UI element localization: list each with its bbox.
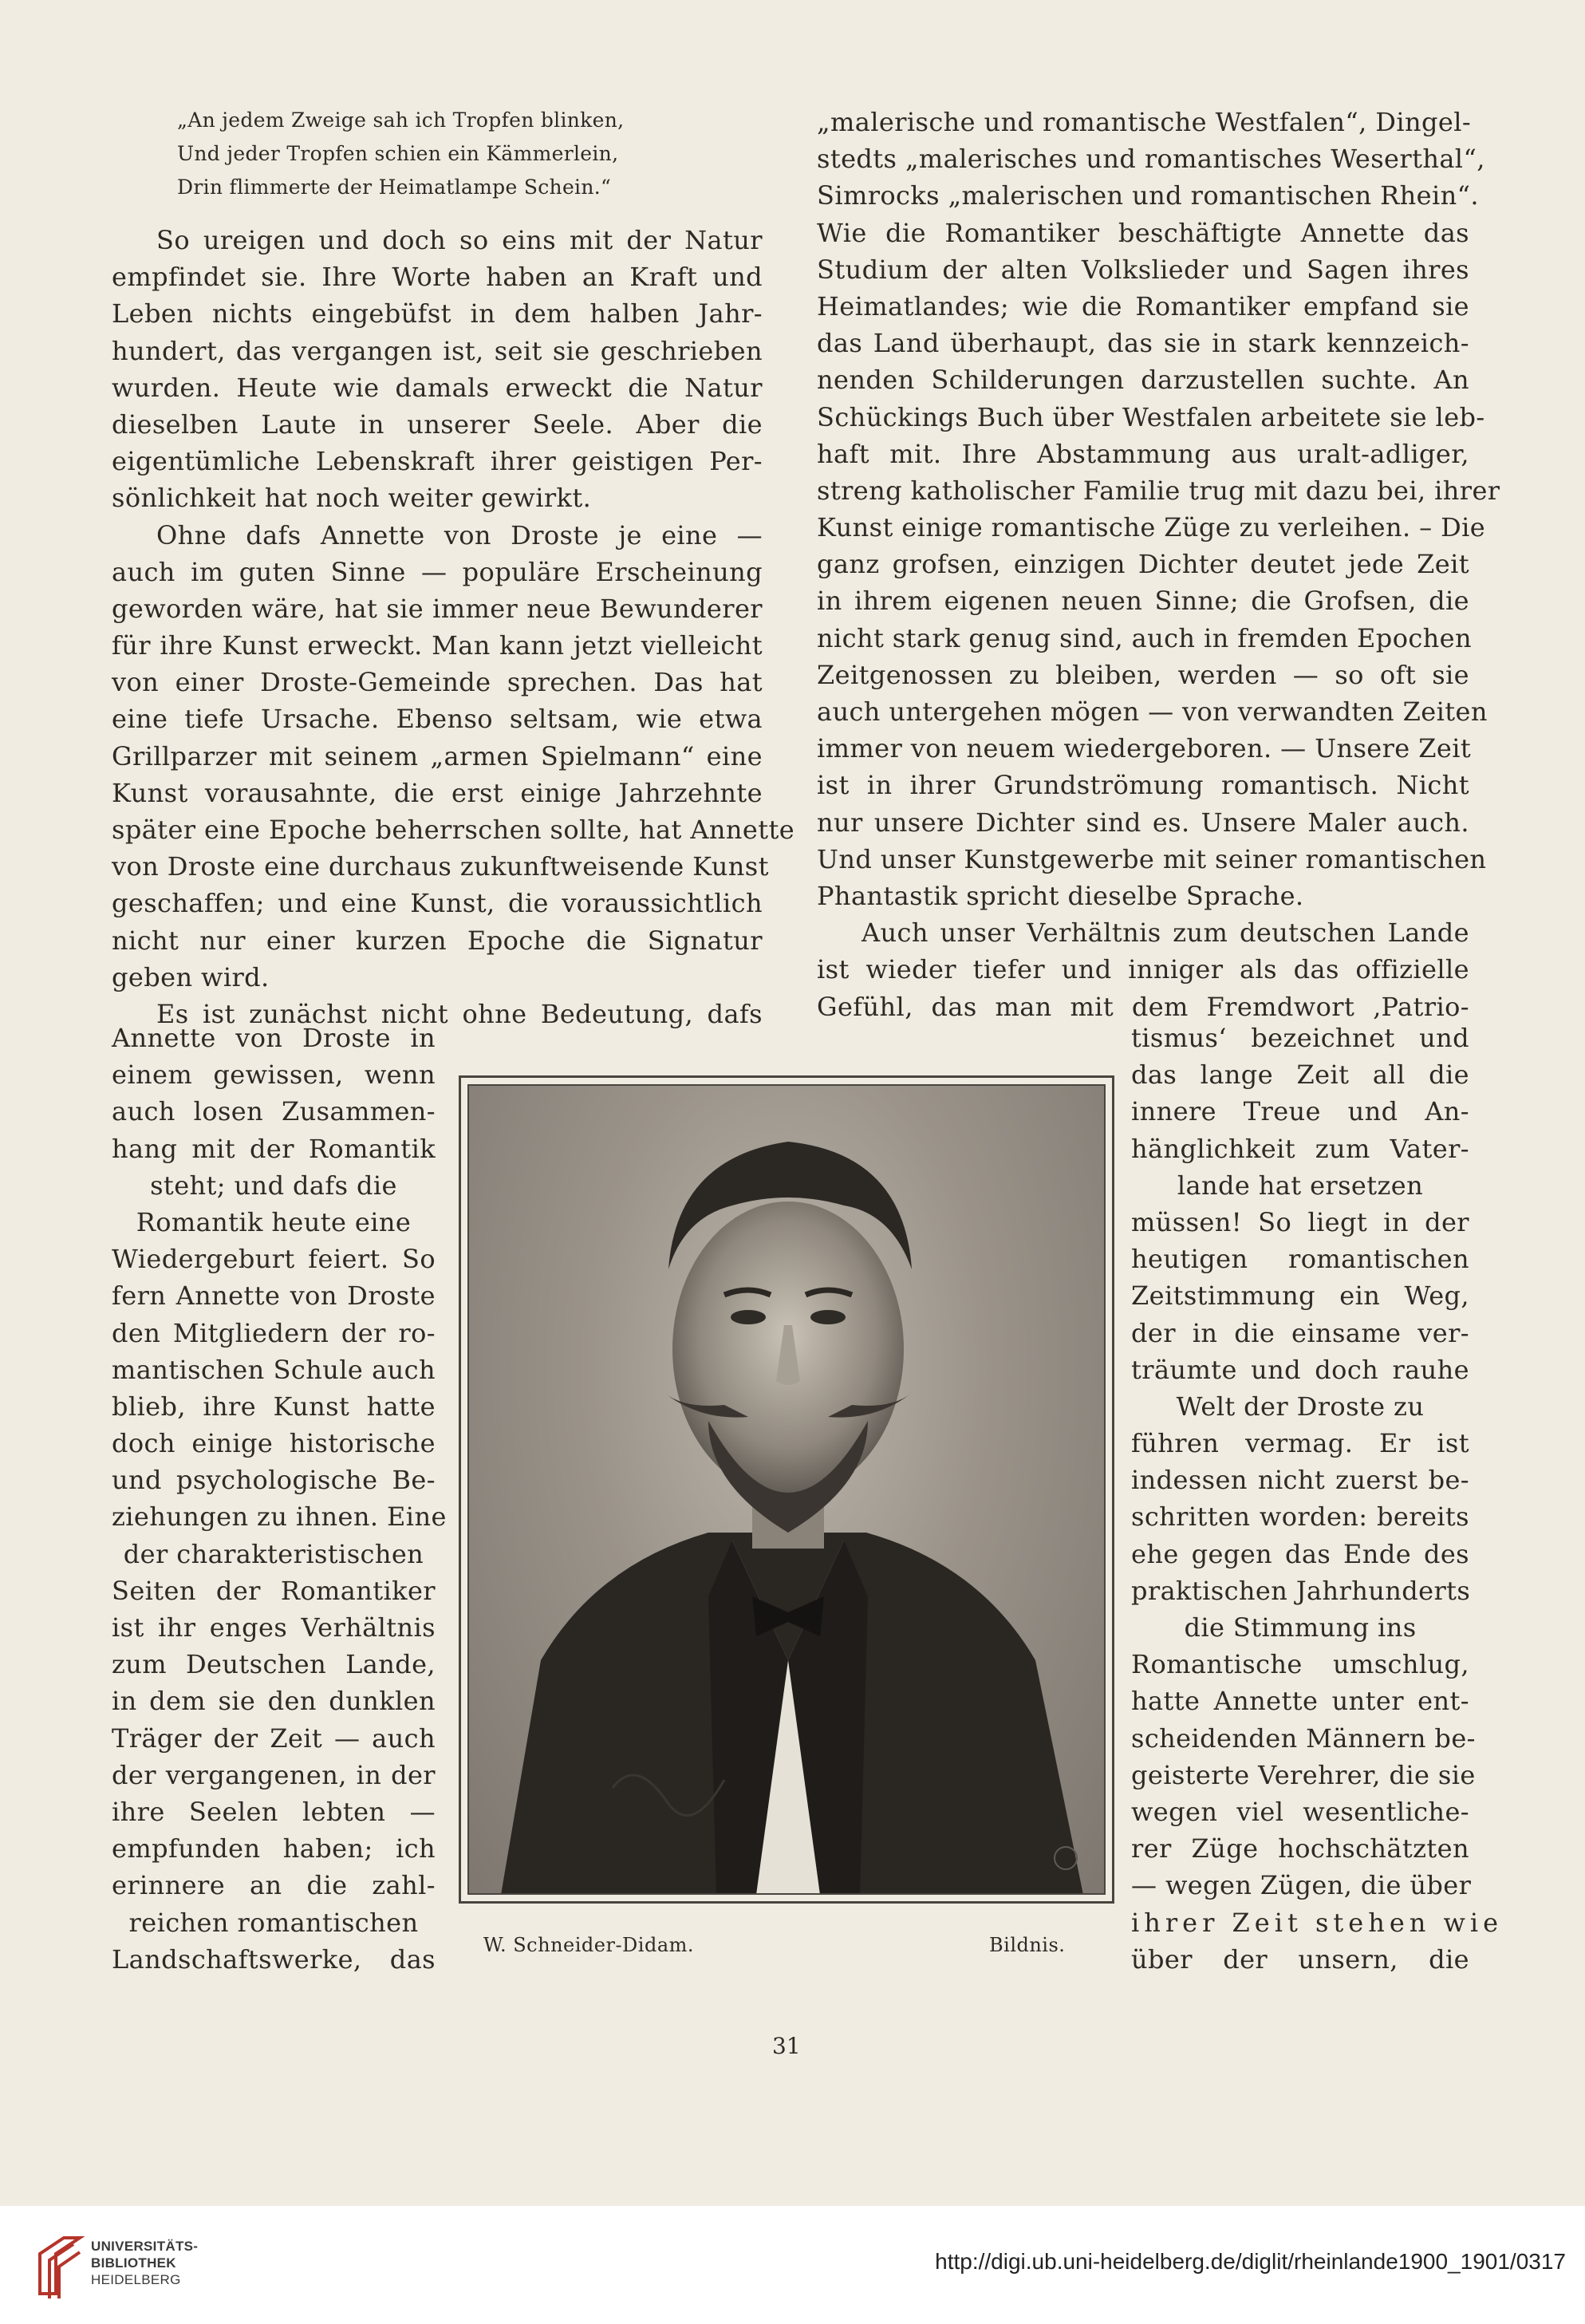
text-line: das lange Zeit all die — [1131, 1059, 1469, 1091]
text-line: — wegen Zügen, die über — [1131, 1870, 1472, 1901]
text-line: rer Züge hochschätzten — [1131, 1833, 1469, 1864]
text-line: auch im guten Sinne — populäre Erscheinung — [112, 556, 763, 587]
text-line: Wiedergeburt feiert. So — [112, 1244, 436, 1275]
text-line: Studium der alten Volkslieder und Sagen ihres — [817, 254, 1469, 285]
text-line: erinnere an die zahl- — [112, 1870, 436, 1901]
text-line: schritten worden: bereits — [1131, 1501, 1469, 1533]
text-line: fern Annette von Droste — [112, 1280, 436, 1312]
text-line: Kunst vorausahnte, die erst einige Jahrzehnte — [112, 777, 763, 808]
poem-line: Und jeder Tropfen schien ein Kämmerlein, — [177, 142, 619, 165]
text-line: der in die einsame ver- — [1131, 1317, 1469, 1348]
text-line: Phantastik spricht dieselbe Sprache. — [817, 880, 1304, 911]
text-line: und psychologische Be- — [112, 1465, 436, 1496]
text-line: wegen viel wesentliche- — [1131, 1796, 1469, 1827]
text-line: mantischen Schule auch — [112, 1354, 436, 1385]
text-line: geworden wäre, hat sie immer neue Bewunderer — [112, 593, 763, 624]
text-line: ihre Seelen lebten — — [112, 1796, 436, 1827]
text-line: Seiten der Romantiker — [112, 1575, 436, 1606]
text-line: nicht nur einer kurzen Epoche die Signatur — [112, 925, 763, 956]
text-line: das Land überhaupt, das sie in stark kennzeich- — [817, 328, 1469, 359]
text-line: Zeitstimmung ein Weg, — [1131, 1280, 1469, 1312]
right-column-top — [817, 104, 1500, 1025]
right-column-wrap — [1131, 1020, 1504, 1978]
library-logo-icon — [32, 2230, 88, 2302]
poem-line: Drin flimmerte der Heimatlampe Schein.“ — [177, 176, 612, 199]
text-line: in dem sie den dunklen — [112, 1686, 436, 1717]
text-line: Es ist zunächst nicht ohne Bedeutung, dafs — [156, 998, 763, 1029]
text-line: über der unsern, die — [1131, 1943, 1469, 1975]
text-line: nicht stark genug sind, auch in fremden Epochen — [817, 622, 1473, 653]
text-line: von Droste eine durchaus zukunftweisende Kunst — [112, 851, 769, 882]
text-line: der charakteristischen — [123, 1538, 424, 1569]
text-line: für ihre Kunst erweckt. Man kann jetzt vielleicht — [112, 630, 763, 661]
text-line: den Mitgliedern der ro- — [112, 1317, 436, 1348]
text-line: praktischen Jahrhunderts — [1131, 1575, 1471, 1606]
text-line: immer von neuem wiedergeboren. — Unsere Zeit — [817, 733, 1472, 764]
text-line: geschaffen; und eine Kunst, die voraussichtlich — [112, 888, 763, 919]
text-line: geisterte Verehrer, die sie — [1131, 1759, 1476, 1790]
text-line: müssen! So liegt in der — [1131, 1206, 1469, 1237]
page-number: 31 — [772, 2033, 801, 2059]
text-line: hang mit der Romantik — [112, 1133, 436, 1164]
text-line: lande hat ersetzen — [1177, 1170, 1424, 1201]
text-line: ist wieder tiefer und inniger als das offizielle — [817, 954, 1469, 985]
text-line: Heimatlandes; wie die Romantiker empfand sie — [817, 290, 1469, 322]
caption-title: Bildnis. — [989, 1934, 1066, 1956]
text-line: dieselben Laute in unserer Seele. Aber die — [112, 408, 763, 440]
text-line: So ureigen und doch so eins mit der Natur — [156, 225, 763, 255]
text-line: ehe gegen das Ende des — [1131, 1538, 1469, 1569]
text-line: indessen nicht zuerst be- — [1131, 1465, 1469, 1496]
text-line: haft mit. Ihre Abstammung aus uralt-adliger, — [817, 438, 1469, 469]
text-line: einem gewissen, wenn — [112, 1059, 436, 1091]
text-line: Ohne dafs Annette von Droste je eine — — [156, 519, 763, 550]
text-line: wurden. Heute wie damals erweckt die Natur — [112, 372, 763, 403]
text-line: Leben nichts eingebüfst in dem halben Jahr- — [112, 298, 763, 329]
caption-artist: W. Schneider-Didam. — [483, 1934, 695, 1956]
text-line: Gefühl, das man mit dem Fremdwort ‚Patrio- — [817, 991, 1469, 1022]
text-line: streng katholischer Familie trug mit dazu bei, ihrer — [817, 475, 1500, 506]
text-line: später eine Epoche beherrschen sollte, hat Annette — [112, 815, 795, 845]
text-line: ist ihr enges Verhältnis — [112, 1612, 436, 1643]
text-line: empfindet sie. Ihre Worte haben an Kraft und — [112, 262, 763, 293]
text-line: sönlichkeit hat noch weiter gewirkt. — [112, 483, 592, 514]
text-line: träumte und doch rauhe — [1131, 1354, 1469, 1385]
text-line: Wie die Romantiker beschäftigte Annette das — [817, 217, 1469, 248]
text-line: Landschaftswerke, das — [112, 1943, 436, 1975]
library-name — [91, 2238, 198, 2288]
text-line: nur unsere Dichter sind es. Unsere Maler auch. — [817, 807, 1469, 838]
text-line: steht; und dafs die — [150, 1170, 397, 1201]
text-line: Annette von Droste in — [112, 1023, 436, 1053]
text-line: auch losen Zusammen- — [112, 1096, 436, 1127]
text-line: scheidenden Männern be- — [1131, 1722, 1476, 1754]
text-line: doch einige historische — [112, 1428, 436, 1459]
left-column-wrap — [112, 1020, 447, 1978]
text-line: der vergangenen, in der — [112, 1759, 436, 1790]
text-line: tismus‘ bezeichnet und — [1131, 1023, 1469, 1053]
text-line: heutigen romantischen — [1131, 1244, 1469, 1275]
text-line: hänglichkeit zum Vater- — [1131, 1133, 1469, 1164]
text-line: Grillparzer mit seinem „armen Spielmann“ eine — [112, 740, 763, 771]
portrait-frame — [459, 1075, 1114, 1904]
text-line: innere Treue und An- — [1131, 1096, 1469, 1127]
text-line: Schückings Buch über Westfalen arbeitete sie leb- — [817, 401, 1485, 432]
text-line: nenden Schilderungen darzustellen suchte. An — [817, 365, 1469, 396]
text-line: eigentümliche Lebenskraft ihrer geistigen Per- — [112, 446, 763, 477]
text-line: empfunden haben; ich — [112, 1833, 436, 1864]
text-line: geben wird. — [112, 961, 270, 992]
library-name-line: BIBLIOTHEK — [91, 2255, 176, 2271]
text-line: reichen romantischen — [128, 1907, 419, 1938]
library-name-line: HEIDELBERG — [91, 2272, 181, 2287]
text-line: Simrocks „malerischen und romantischen Rhein“. — [817, 180, 1479, 211]
text-line: Romantische umschlug, — [1131, 1649, 1469, 1680]
text-line: ganz grofsen, einzigen Dichter deutet jede Zeit — [817, 549, 1469, 580]
text-line: ihrer Zeit stehen wie — [1131, 1907, 1504, 1938]
text-line: hatte Annette unter ent- — [1131, 1686, 1469, 1717]
poem-line: „An jedem Zweige sah ich Tropfen blinken, — [177, 109, 625, 132]
library-name-line: UNIVERSITÄTS- — [91, 2239, 199, 2254]
text-line: ziehungen zu ihnen. Eine — [112, 1501, 447, 1533]
source-url-link[interactable]: http://digi.ub.uni-heidelberg.de/diglit/rheinlande1900_1901/0317 — [935, 2249, 1566, 2274]
text-line: auch untergehen mögen — von verwandten Zeiten — [817, 696, 1488, 727]
text-line: Romantik heute eine — [136, 1206, 412, 1237]
text-line: ist in ihrer Grundströmung romantisch. Nicht — [817, 770, 1469, 801]
text-line: Träger der Zeit — auch — [112, 1722, 436, 1754]
text-line: stedts „malerisches und romantisches Weserthal“, — [817, 144, 1485, 175]
text-line: zum Deutschen Lande, — [112, 1649, 436, 1680]
portrait-illustration — [469, 1086, 1106, 1895]
text-line: hundert, das vergangen ist, seit sie geschrieben — [112, 335, 763, 366]
left-column-top — [112, 222, 795, 1032]
portrait-image — [467, 1084, 1106, 1895]
footer-bar — [0, 2206, 1585, 2324]
text-line: „malerische und romantische Westfalen“, Dingel- — [817, 107, 1472, 137]
text-line: Kunst einige romantische Züge zu verleihen. – Die — [817, 512, 1486, 543]
text-line: führen vermag. Er ist — [1131, 1428, 1469, 1459]
poem-quote — [177, 104, 688, 204]
text-line: Zeitgenossen zu bleiben, werden — so oft sie — [817, 659, 1469, 690]
text-line: Und unser Kunstgewerbe mit seiner romantischen — [817, 843, 1487, 874]
text-line: Welt der Droste zu — [1176, 1391, 1425, 1422]
text-line: Auch unser Verhältnis zum deutschen Lande — [861, 917, 1469, 949]
text-line: blieb, ihre Kunst hatte — [112, 1391, 436, 1422]
text-line: von einer Droste-Gemeinde sprechen. Das hat — [112, 667, 763, 698]
text-line: in ihrem eigenen neuen Sinne; die Grofsen, die — [817, 586, 1469, 617]
text-line: eine tiefe Ursache. Ebenso seltsam, wie etwa — [112, 704, 763, 735]
text-line: die Stimmung ins — [1184, 1612, 1417, 1643]
